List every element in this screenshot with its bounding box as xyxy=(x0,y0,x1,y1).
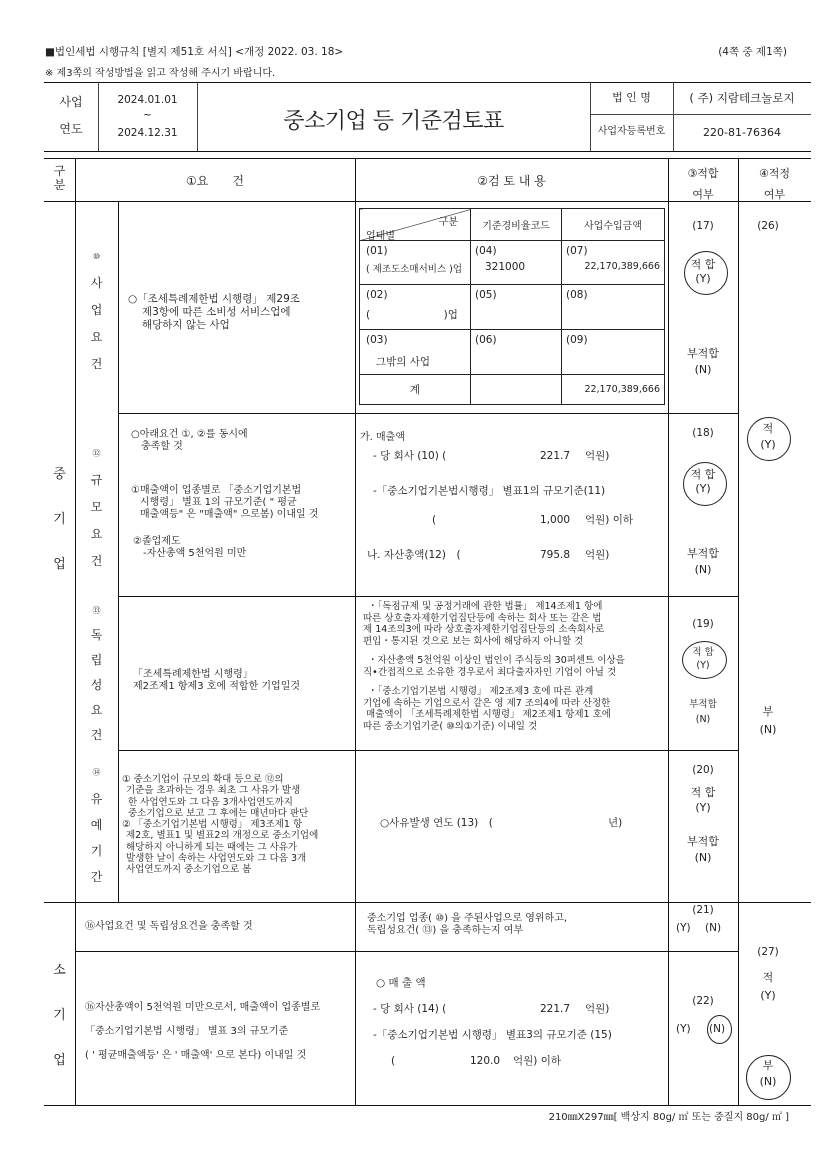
col-header-category: 구 분 xyxy=(53,164,66,192)
col-header-review: ②검 토 내 용 xyxy=(477,174,546,188)
col-code: 기준경비율코드 xyxy=(471,209,562,241)
business-req-text: ○「조세특례제한법 시행령」 제29조 제3항에 따른 소비성 서비스업에 해당하지 않는 사업 xyxy=(128,293,300,331)
fit-22-no[interactable]: (N) xyxy=(709,1023,726,1035)
business-req-label: ⑩ 사 업 요 건 xyxy=(90,252,103,371)
proper-26-yes[interactable]: 적 (Y) xyxy=(760,422,776,451)
small-std-label: -「중소기업기본법 시행령」 별표3의 규모기준 (15) xyxy=(373,1029,612,1041)
fit-21-num: (21) xyxy=(692,904,714,916)
asset-label: 나. 자산총액(12) ( xyxy=(367,549,461,561)
biz-no-label: 사업자등록번호 xyxy=(597,126,666,137)
fit-17-yes[interactable]: 적 합 (Y) xyxy=(690,258,716,285)
col-header-fit: ③적합 여부 xyxy=(687,167,719,201)
fit-18-no[interactable]: 부적합 (N) xyxy=(687,547,719,576)
col-header-requirement: ①요 건 xyxy=(186,174,244,188)
page-info: (4쪽 중 제1쪽) xyxy=(718,46,787,58)
small-sales-title: ○ 매 출 액 xyxy=(376,977,426,989)
small-std-open: ( xyxy=(391,1055,396,1067)
period-start: 2024.01.01 xyxy=(117,94,178,106)
own-sales-unit: 억원) xyxy=(585,450,610,462)
independence-review: ・「독점규제 및 공정거래에 관한 법률」 제14조제1 항에 따른 상호출자제한기업집단등에 속하는 회사 또는 같은 법 제 14조의3에 따라 상호출자제한기업집단등의 소속회사로 편입・통지된 것으로 보는 회사에 해당하지 아니할 것 ・자산총액 5천억원 이상인 법인이 주식등의 30퍼센트 이상을 직•간접적으로 소유한 경우로서 최다출자자인 기업이 아닐 것 ・「중소기업기본법 시행령」 제2조제3 호에 따른 관계 기업에 속하는 기업으로서 같은 영 제7 조의4에 따라 산정한 매출액이 「조세특례제한법 시행령」 제2조제1 항제1 호에 따른 중소기업기준( ⑩의①기준) 이내일 것 xyxy=(363,601,625,732)
period-label-1: 사업 xyxy=(59,95,83,109)
scale-req-1: ①매출액이 업종별로 「중소기업기본법 시행령」 별표 1의 규모기준( " 평균 매출액등" 은 "매출액" 으로봄) 이내일 것 xyxy=(131,485,319,520)
proper-27-no[interactable]: 부 (N) xyxy=(759,1059,777,1088)
small-std-value[interactable]: 120.0 xyxy=(470,1055,501,1067)
own-sales-value[interactable]: 221.7 xyxy=(540,450,571,462)
grace-period-label: ⑭ 유 예 기 간 xyxy=(90,768,103,884)
period-tilde: ~ xyxy=(143,109,152,121)
table-row: (02) ( )업 (05) (08) xyxy=(360,285,665,330)
paper-spec: 210㎜X297㎜[ 백상지 80g/ ㎡ 또는 중질지 80g/ ㎡ ] xyxy=(548,1112,789,1123)
corp-name-label: 법 인 명 xyxy=(612,91,651,104)
fit-20-no[interactable]: 부적합 (N) xyxy=(687,835,719,864)
fit-17-num: (17) xyxy=(692,220,714,232)
corner-cell: 구분 업태별 xyxy=(360,209,471,241)
table-row: (03) 그밖의 사업 (06) (09) xyxy=(360,330,665,375)
fit-17-no[interactable]: 부적합 (N) xyxy=(687,347,719,376)
fit-20-num: (20) xyxy=(692,764,714,776)
fit-20-yes[interactable]: 적 합 (Y) xyxy=(690,786,716,814)
total-row: 계 22,170,389,666 xyxy=(360,375,665,405)
std-open: ( xyxy=(432,514,437,526)
small-req-2: ⑯자산총액이 5천억원 미만으로서, 매출액이 업종별로 「중소기업기본법 시행령」 별표 3의 규모기준 ( ' 평균매출액등' 은 ' 매출액' 으로 본다) 이내일 것 xyxy=(85,1002,321,1061)
col-header-proper: ④적정 여부 xyxy=(758,167,791,201)
small-std-unit: 억원) 이하 xyxy=(513,1055,562,1067)
section-label-small: 소 기 업 xyxy=(53,963,66,1068)
independence-req-label: ⑬ 독 립 성 요 건 xyxy=(90,606,103,742)
fit-21-no[interactable]: (N) xyxy=(705,922,722,934)
asset-value[interactable]: 795.8 xyxy=(540,549,571,561)
asset-unit: 억원) xyxy=(585,549,610,561)
proper-26-no[interactable]: 부 (N) xyxy=(759,705,777,736)
small-own-unit: 억원) xyxy=(585,1003,610,1015)
period-label-2: 연도 xyxy=(59,122,83,136)
std-label: -「중소기업기본법시행령」 별표1의 규모기준(11) xyxy=(373,485,606,497)
fit-22-num: (22) xyxy=(692,995,714,1007)
industry-revenue-table xyxy=(359,208,665,405)
scale-req-label: ⑫ 규 모 요 건 xyxy=(90,449,103,568)
proper-26-num: (26) xyxy=(757,220,779,232)
grace-year-label: ○사유발생 연도 (13) ( xyxy=(380,817,493,829)
table-row: (01) ( 제조도소매서비스 )업 (04) 321000 (07) 22,170,389,666 xyxy=(360,241,665,285)
small-review-1: 중소기업 업종( ⑩) 을 주된사업으로 영위하고, 독립성요건( ⑬) 을 충족하는지 여부 xyxy=(367,913,568,936)
own-sales-label: - 당 회사 (10) ( xyxy=(373,450,447,462)
instruction-note: ※ 제3쪽의 작성방법을 읽고 작성해 주시기 바랍니다. xyxy=(45,68,276,79)
grace-period-text: ① 중소기업이 규모의 확대 등으로 ⑫의 기준을 초과하는 경우 최초 그 사유가 발생 한 사업연도와 그 다음 3개사업연도까지 중소기업으로 보고 그 후에는 매년마다 판단 ② 「중소기업기본법 시행령」 제3조제1 항 제2호, 별표1 및 별표2의 개정으로 중소기업에 해당하지 아니하게 되는 때에는 그 사유가 발생한 날이 속하는 사업연도와 그 다음 3개 사업연도까지 중소기업으로 봄 xyxy=(122,774,319,876)
section-label-sme: 중 기 업 xyxy=(53,467,66,572)
biz-no-value: 220-81-76364 xyxy=(703,126,781,139)
fit-18-yes[interactable]: 적 합 (Y) xyxy=(690,468,716,495)
small-req-1: ⑯사업요건 및 독립성요건을 충족할 것 xyxy=(85,921,253,932)
col-revenue: 사업수입금액 xyxy=(562,209,665,241)
small-own-value[interactable]: 221.7 xyxy=(540,1003,571,1015)
scale-req-intro: ○아래요건 ①, ②를 동시에 충족할 것 xyxy=(131,429,248,452)
fit-19-num: (19) xyxy=(692,618,714,630)
page-title: 중소기업 등 기준검토표 xyxy=(283,109,504,134)
independence-req-text: 「조세특례제한법 시행령」 제2조제1 항제3 호에 적합한 기업일것 xyxy=(133,669,301,692)
sales-title: 가. 매출액 xyxy=(360,432,405,443)
period-end: 2024.12.31 xyxy=(117,127,178,139)
proper-27-yes[interactable]: 적 (Y) xyxy=(760,971,776,1002)
grace-year-unit: 년) xyxy=(608,817,623,829)
fit-19-no[interactable]: 부적합 (N) xyxy=(689,699,717,725)
small-own-label: - 당 회사 (14) ( xyxy=(373,1003,447,1015)
fit-21-yes[interactable]: (Y) xyxy=(676,922,691,934)
fit-19-yes[interactable]: 적 합 (Y) xyxy=(692,647,714,671)
std-unit: 억원) 이하 xyxy=(585,514,634,526)
fit-18-num: (18) xyxy=(692,427,714,439)
corp-name-value: ( 주) 지람테크놀로지 xyxy=(689,91,795,105)
std-value[interactable]: 1,000 xyxy=(540,514,571,526)
law-reference: ■법인세법 시행규칙 [별지 제51호 서식] <개정 2022. 03. 18> xyxy=(45,46,344,58)
proper-27-num: (27) xyxy=(757,946,779,958)
fit-22-yes[interactable]: (Y) xyxy=(676,1023,691,1035)
scale-req-2: ②졸업제도 -자산총액 5천억원 미만 xyxy=(133,536,247,559)
